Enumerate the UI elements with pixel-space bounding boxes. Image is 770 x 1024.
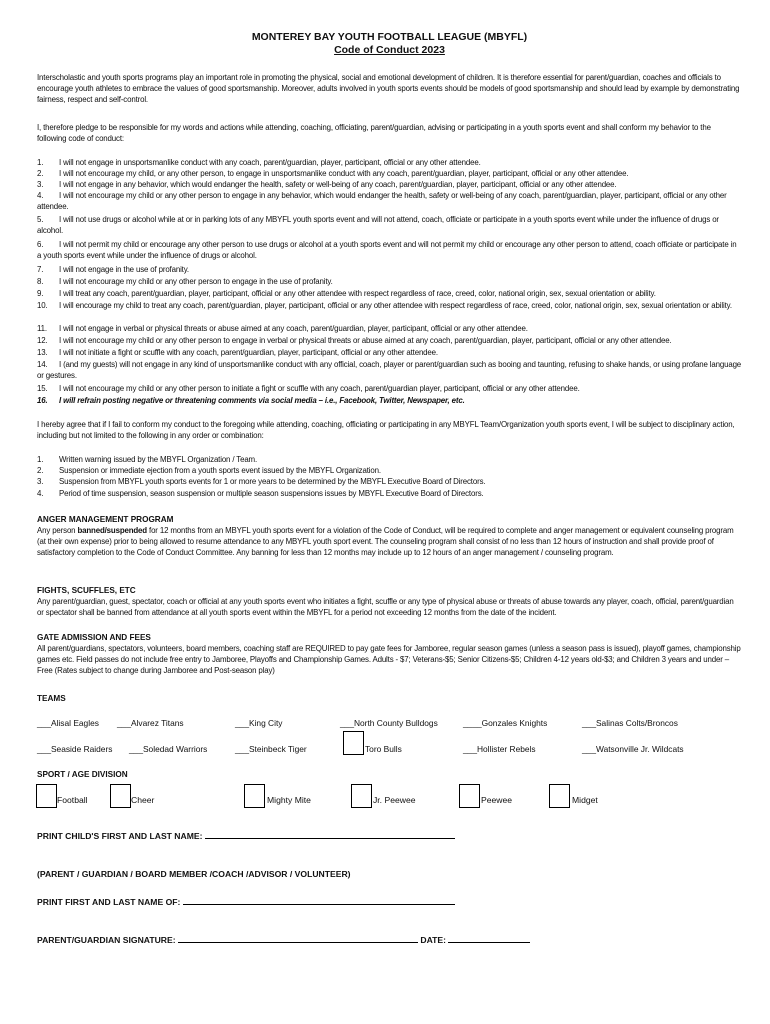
football-checkbox[interactable] (36, 784, 57, 808)
date-label: DATE: (420, 935, 447, 945)
gate-paragraph: All parent/guardians, spectators, volunteers, board members, coaching staff are REQUIRED to pay gate fees for Jamboree, regular season games (unless a season pass is issued), playoff games, championship games etc. Field passes do not include free entry to Jamboree, Playoffs and Championship Games. Adults - $7; Veterans-$5; Senior Citizens-$5; Children 4-12 years old-$3; and Children 3 years and under – Free (Rates subject to change during Jamboree and Post-season play) (37, 644, 741, 675)
list-item: 3. Suspension from MBYFL youth sports events for 1 or more years to be determined by the MBYFL Executive Board of Directors. (37, 477, 486, 486)
intro-paragraph: Interscholastic and youth sports programs play an important role in promoting the physical, social and emotional development of children. It is therefore essential for parent/guardian, coaches and officials to encourage youth athletes to embrace the values of good sportsmanship. Moreover, adults involved in youth sports events should be models of good sportsmanship and should lead by example by demonstrating fairness, respect and self-control. (37, 73, 740, 104)
team-option[interactable]: Toro Bulls (365, 744, 402, 754)
agreement-paragraph: I hereby agree that if I fail to conform my conduct to the foregoing while attending, coaching, officiating or participating in any MBYFL Team/Organization youth sports event, I will be subject to disciplinary action, including but not limited to the following in any order or combination: (37, 420, 735, 440)
pledge-paragraph: I, therefore pledge to be responsible for my words and actions while attending, coaching, officiating, parent/guardian, advising or participating in a youth sports event and shall conform my behavior to the following code of conduct: (37, 123, 711, 143)
list-item: 1. Written warning issued by the MBYFL Organization / Team. (37, 455, 258, 464)
team-option[interactable]: ___Salinas Colts/Broncos (582, 718, 678, 728)
team-option[interactable]: ____Gonzales Knights (463, 718, 548, 728)
list-item: 7. I will not engage in the use of profanity. (37, 265, 189, 274)
division-label: Cheer (131, 795, 155, 805)
team-option[interactable]: ___Alisal Eagles (37, 718, 99, 728)
anger-paragraph: Any person banned/suspended for 12 months from an MBYFL youth sports event for a violation of the Code of Conduct, will be required to complete and anger management or equivalent counseling program (at their own expense) prior to being allowed to resume attendance to any MBYFL youth sport event. The counseling program shall consist of no less than 12 hours of instruction and shall provide proof of satisfactory completion to the Code of Conduct Committee. Any banning for less than 12 months may include up to 12 hours of an anger management / counseling program. (37, 526, 734, 557)
toro-bulls-checkbox[interactable] (343, 731, 364, 755)
teams-row (37, 718, 742, 732)
list-item: 10. I will encourage my child to treat any coach, parent/guardian, player, participant, official or any other attendee with respect regardless of race, creed, color, national origin, sex, sexual orientation or ability. (37, 301, 732, 310)
team-option[interactable]: ___Steinbeck Tiger (235, 744, 307, 754)
print-name-field[interactable] (183, 896, 455, 905)
team-option[interactable]: ___Hollister Rebels (463, 744, 536, 754)
mighty-mite-checkbox[interactable] (244, 784, 265, 808)
team-option[interactable]: ___Seaside Raiders (37, 744, 113, 754)
cheer-checkbox[interactable] (110, 784, 131, 808)
list-item: 15. I will not encourage my child or any other person to initiate a fight or scuffle with any coach, parent/guardian player, participant, official or any other attendee. (37, 384, 580, 393)
fights-heading: FIGHTS, SCUFFLES, ETC (37, 586, 136, 595)
team-option[interactable]: ___North County Bulldogs (340, 718, 438, 728)
print-name-row (37, 896, 455, 907)
fights-paragraph: Any parent/guardian, guest, spectator, coach or official at any youth sports event who initiates a fight, scuffle or any type of physical abuse or threats of abuse towards any player, coach, official, parent/guardian or spectator shall be banned from attendance at all youth sports event within the MBYFL for a period not exceeding 12 months from the date of the incident. (37, 597, 734, 617)
list-item: 6. I will not permit my child or encourage any other person to use drugs or alcohol at a youth sports event and will not permit my child or encourage any other person to attend, coach officiate or participate in a youth sports event while under the influence of drugs or alcohol. (37, 240, 737, 260)
team-option[interactable]: ___King City (235, 718, 283, 728)
list-item: 14. I (and my guests) will not engage in any kind of unsportsmanlike conduct with any official, coach, player or parent/guardian such as booing and taunting, refusing to shake hands, or using profane language or gestures. (37, 360, 742, 380)
division-label: Jr. Peewee (373, 795, 416, 805)
list-item: 16. I will refrain posting negative or threatening comments via social media – i.e., Facebook, Twitter, Newspaper, etc. (37, 396, 465, 405)
gate-heading: GATE ADMISSION AND FEES (37, 633, 151, 642)
team-option[interactable]: ___Watsonville Jr. Wildcats (582, 744, 684, 754)
list-item: 11. I will not engage in verbal or physical threats or abuse aimed at any coach, parent/guardian, player, participant, official or any other attendee. (37, 324, 528, 333)
list-item: 12. I will not encourage my child or any other person to engage in verbal or physical threats or abuse aimed at any coach, parent/guardian, player, participant, official or any other attendee. (37, 336, 672, 345)
print-name-label: PRINT FIRST AND LAST NAME OF: (37, 897, 181, 907)
sport-division-heading: SPORT / AGE DIVISION (37, 770, 128, 779)
child-name-field[interactable] (205, 830, 455, 839)
division-label: Peewee (481, 795, 513, 805)
list-item: 1. I will not engage in unsportsmanlike conduct with any coach, parent/guardian, player, participant, official or any other attendee. (37, 158, 481, 167)
teams-heading: TEAMS (37, 694, 66, 703)
list-item: 4. I will not encourage my child or any other person to engage in any behavior, which would endanger the health, safety or well-being of any coach, parent/guardian, player, participant, official or any other attendee. (37, 191, 727, 211)
division-label: Midget (572, 795, 598, 805)
midget-checkbox[interactable] (549, 784, 570, 808)
list-item: 13. I will not initiate a fight or scuffle with any coach, parent/guardian, player, participant, official or any other attendee. (37, 348, 438, 357)
list-item: 5. I will not use drugs or alcohol while at or in parking lots of any MBYFL youth sports event and will not attend, coach, officiate or participate in a youth sports event while under the influence of drugs or alcohol. (37, 215, 719, 235)
signature-row (37, 934, 530, 945)
list-item: 2. I will not encourage my child, or any other person, to engage in unsportsmanlike conduct with any coach, parent/guardian, player, participant, official or any other attendee. (37, 169, 629, 178)
signature-label: PARENT/GUARDIAN SIGNATURE: (37, 935, 176, 945)
team-option[interactable]: ___Soledad Warriors (129, 744, 208, 754)
list-item: 3. I will not engage in any behavior, which would endanger the health, safety or well-being of any coach, parent/guardian, player, participant, official or any other attendee. (37, 180, 617, 189)
child-name-label: PRINT CHILD'S FIRST AND LAST NAME: (37, 831, 203, 841)
list-item: 4. Period of time suspension, season suspension or multiple season suspensions issues by MBYFL Executive Board of Directors. (37, 489, 484, 498)
team-option[interactable]: ___Alvarez Titans (117, 718, 184, 728)
list-item: 2. Suspension or immediate ejection from a youth sports event issued by the MBYFL Organization. (37, 466, 381, 475)
peewee-checkbox[interactable] (459, 784, 480, 808)
list-item: 9. I will treat any coach, parent/guardian, player, participant, official or any other attendee with respect regardless of race, creed, color, national origin, sex, sexual orientation or ability. (37, 289, 656, 298)
list-item: 8. I will not encourage my child or any other person to engage in the use of profanity. (37, 277, 333, 286)
league-title: MONTEREY BAY YOUTH FOOTBALL LEAGUE (MBYFL) (251, 31, 528, 43)
jr-peewee-checkbox[interactable] (351, 784, 372, 808)
document-subtitle: Code of Conduct 2023 (334, 44, 445, 56)
date-field[interactable] (448, 934, 530, 943)
division-label: Football (57, 795, 88, 805)
teams-row (37, 744, 742, 758)
signature-field[interactable] (178, 934, 418, 943)
child-name-row (37, 830, 455, 841)
division-label: Mighty Mite (267, 795, 311, 805)
anger-heading: ANGER MANAGEMENT PROGRAM (37, 515, 174, 524)
role-label: (PARENT / GUARDIAN / BOARD MEMBER /COACH /ADVISOR / VOLUNTEER) (37, 869, 351, 879)
